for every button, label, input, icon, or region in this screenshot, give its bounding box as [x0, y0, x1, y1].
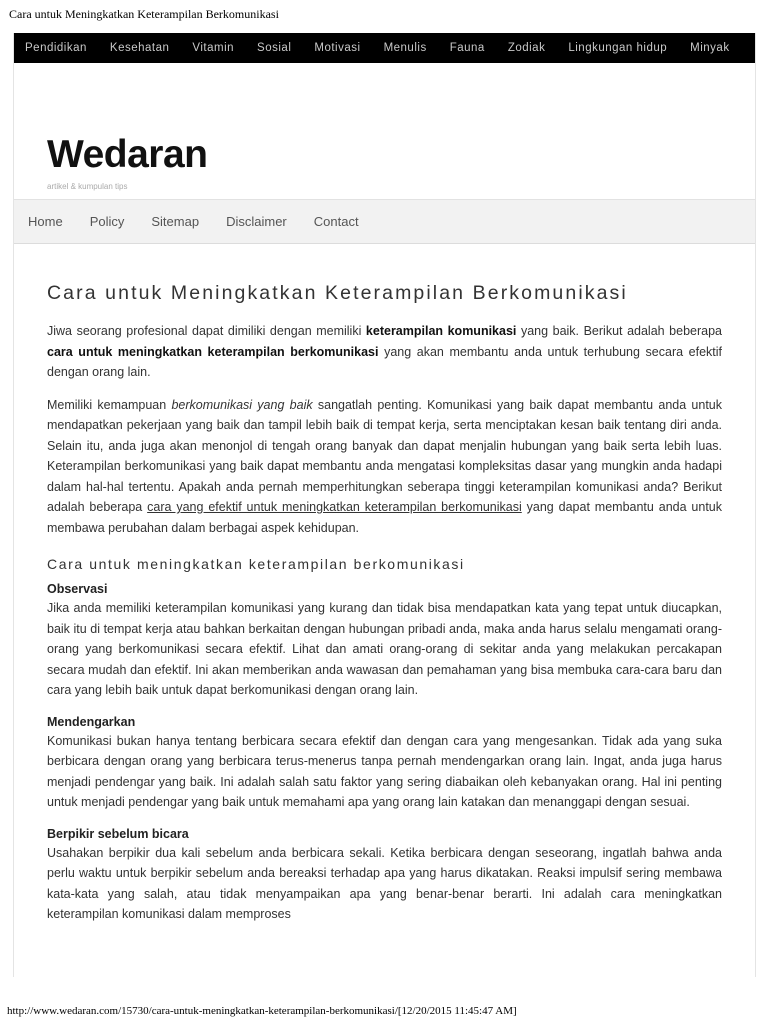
- article-title: Cara untuk Meningkatkan Keterampilan Berkomunikasi: [47, 282, 628, 304]
- site-header: [14, 63, 755, 200]
- article-paragraph: [47, 395, 722, 539]
- paragraph-italic-text: berkomunikasi yang baik: [171, 397, 313, 412]
- menu-item-sitemap[interactable]: Sitemap: [151, 214, 200, 229]
- top-nav-item[interactable]: Zodiak: [507, 42, 546, 54]
- menu-item-policy[interactable]: Policy: [89, 214, 125, 229]
- section-heading: Cara untuk meningkatkan keterampilan berkomunikasi: [47, 556, 465, 572]
- menu-item-home[interactable]: Home: [28, 214, 63, 229]
- main-menu: [14, 200, 755, 244]
- top-nav-item[interactable]: Menulis: [383, 42, 427, 54]
- top-nav-item[interactable]: Pendidikan: [25, 42, 87, 54]
- tip-block: [47, 715, 722, 813]
- top-nav-item[interactable]: Motivasi: [314, 42, 361, 54]
- tip-title: Mendengarkan: [47, 714, 136, 729]
- top-nav-item[interactable]: Minyak: [690, 42, 730, 54]
- print-footer-url: http://www.wedaran.com/15730/cara-untuk-meningkatkan-keterampilan-berkomunikasi/[12/20/2015 11:45:47 AM]: [7, 1005, 517, 1017]
- top-category-nav: [14, 33, 755, 63]
- top-nav-item[interactable]: Fauna: [449, 42, 485, 54]
- tip-text: Usahakan berpikir dua kali sebelum anda berbicara sekali. Ketika berbicara dengan seseorang, ingatlah bahwa anda perlu waktu untuk berpikir sebelum anda bereaksi terhadap apa yang harus dikatakan. Reaksi impulsif sering membawa kata-kata yang salah, atau tidak menyampaikan apa yang benar-benar berarti. Ini adalah cara meningkatkan keterampilan komunikasi dalam memproses: [47, 845, 722, 921]
- article: [14, 244, 755, 925]
- tip-title: Observasi: [47, 582, 108, 596]
- tip-title: Berpikir sebelum bicara: [47, 826, 189, 841]
- paragraph-text: Memiliki kemampuan: [47, 397, 172, 412]
- tip-block: [47, 827, 722, 925]
- intro-bold-text: keterampilan komunikasi: [365, 324, 517, 338]
- menu-item-contact[interactable]: Contact: [313, 214, 359, 229]
- top-nav-item[interactable]: Kesehatan: [109, 42, 170, 54]
- tip-block: [47, 582, 722, 701]
- top-nav-item[interactable]: Vitamin: [192, 42, 235, 54]
- tip-text: Jika anda memiliki keterampilan komunikasi yang kurang dan tidak bisa mendapatkan kata yang tepat untuk diucapkan, baik itu di tempat kerja atau bahkan berkaitan dengan hubungan pribadi anda, maka anda harus selalu mengamati orang-orang yang berkomunikasi secara efektif. Lihat dan amati orang-orang di sekitar anda yang melakukan percakapan secara mudah dan efektif. Ini akan memberikan anda wawasan dan pemahaman yang bisa membuka cara-cara baru dan cara yang lebih baik untuk dapat berkomunikasi dengan orang lain.: [47, 601, 722, 697]
- top-nav-item[interactable]: Sosial: [257, 42, 292, 54]
- page: [13, 33, 756, 977]
- intro-text: yang baik. Berikut adalah beberapa: [516, 324, 722, 338]
- intro-bold-text: cara untuk meningkatkan keterampilan berkomunikasi: [47, 344, 379, 359]
- site-title[interactable]: Wedaran: [47, 133, 208, 176]
- print-header-title: Cara untuk Meningkatkan Keterampilan Berkomunikasi: [9, 7, 279, 21]
- top-nav-item[interactable]: Lingkungan hidup: [568, 42, 668, 54]
- intro-text: yang akan membantu anda untuk terhubung secara efektif dengan orang lain.: [47, 344, 722, 379]
- paragraph-text: yang dapat membantu anda untuk membawa perubahan dalam berbagai aspek kehidupan.: [47, 500, 723, 535]
- tip-text: Komunikasi bukan hanya tentang berbicara secara efektif dan dengan cara yang mengesankan. Tidak ada yang suka berbicara dengan orang yang berbicara terus-menerus tanpa pernah mendengarkan orang lain. Ingat, anda juga harus menjadi pendengar yang baik. Ini adalah salah satu faktor yang sering diabaikan oleh kebanyakan orang. Hal ini penting untuk menjadi pendengar yang baik untuk memahami apa yang orang lain katakan dan menanggapi dengan sesuai.: [47, 733, 722, 809]
- menu-item-disclaimer[interactable]: Disclaimer: [226, 214, 287, 229]
- article-intro: [47, 321, 722, 383]
- site-tagline: artikel & kumpulan tips: [47, 182, 128, 191]
- paragraph-text: sangatlah penting. Komunikasi yang baik dapat membantu anda untuk mendapatkan pekerjaan yang baik dan tampil lebih baik di tempat kerja, serta menciptakan kesan baik tentang diri anda. Selain itu, anda juga akan menonjol di tengah orang banyak dan dapat menjalin hubungan yang baik serta lebih luas. Keterampilan berkomunikasi yang baik dapat membantu anda mengatasi kompleksitas dasar yang mungkin anda hadapi dalam hal-hal tertentu. Apakah anda pernah memperhitungkan seberapa tinggi keterampilan komunikasi anda? Berikut adalah beberapa: [47, 397, 723, 514]
- intro-text: Jiwa seorang profesional dapat dimiliki dengan memiliki: [47, 324, 366, 338]
- article-inline-link[interactable]: cara yang efektif untuk meningkatkan keterampilan berkomunikasi: [147, 500, 522, 514]
